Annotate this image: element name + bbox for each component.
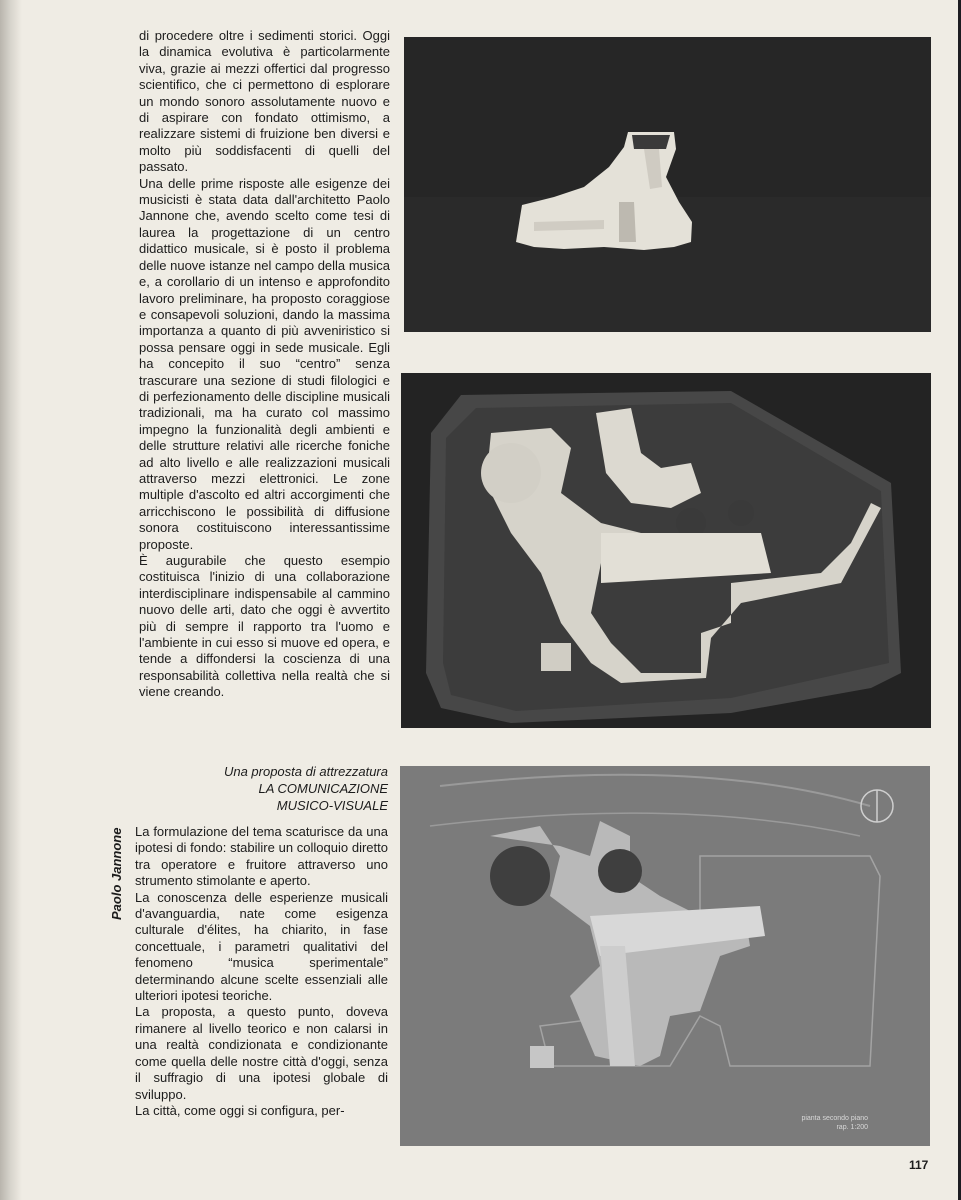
paragraph: La proposta, a questo punto, doveva rimanere al livello teorico e non calarsi in una realtà condizionata e condizionante come quella delle nostre città d'oggi, senza il suffragio di una ipotesi globale di sviluppo. <box>135 1004 388 1102</box>
page-number: 117 <box>909 1158 929 1172</box>
heading-title-line1: LA COMUNICAZIONE <box>258 781 388 796</box>
article-heading <box>88 763 388 814</box>
floor-plan-caption-scale: rap. 1:200 <box>836 1124 868 1131</box>
paragraph: di procedere oltre i sedimenti storici. Oggi la dinamica evolutiva è particolarmente viva, grazie ai mezzi offertici dal progresso scientifico, che ci permettono di esplorare un mondo sonoro assolutamente nuovo e di aspirare con fondato ottimismo, a realizzare sistemi di fruizione ben diversi e molto più soddisfacenti di quelli del passato. <box>139 28 390 175</box>
heading-kicker: Una proposta di attrezzatura <box>223 764 388 779</box>
article-column-top <box>139 28 390 701</box>
model-top-view-photo <box>401 373 931 728</box>
paragraph: La conoscenza delle esperienze musicali d'avanguardia, nate come esigenza culturale d'élites, ha chiarito, in fase concettuale, i parametri qualitativi del fenomeno “musica sperimentale” determinando alcune scelte essenziali alle ulteriori ipotesi teoriche. <box>135 889 388 1004</box>
model-side-view-photo <box>404 37 931 332</box>
floor-plan-caption-title: pianta secondo piano <box>801 1115 868 1122</box>
author-name: Paolo Jannone <box>109 827 124 920</box>
article-column-bottom <box>135 824 388 1119</box>
paragraph: È augurabile che questo esempio costituisca l'inizio di una collaborazione interdisciplinare indispensabile al cammino nuovo delle arti, dato che oggi è avvertito più di sempre il rapporto tra l'uomo e l'ambiente in cui esso si muove ed opera, e tende a diffondersi la coscienza di una responsabilità collettiva nella realtà che si viene creando. <box>139 553 390 700</box>
paragraph: Una delle prime risposte alle esigenze dei musicisti è stata data dall'architetto Paolo Jannone che, avendo scelto come tesi di laurea la progettazione di un centro didattico musicale, si è posto il problema delle nuove istanze nel campo della musica e, a corollario di un intenso e approfondito lavoro preliminare, ha proposto coraggiose e consapevoli soluzioni, dando la massima importanza a quanto di più avveniristico si possa pensare oggi in sede musicale. Egli ha concepito il suo “centro” senza trascurare una sezione di studi filologici e di perfezionamento delle discipline musicali tradizionali, ma ha curato col massimo impegno la funzionalità degli ambienti e delle strutture relativi alle ricerche foniche ad alto livello e alle realizzazioni musicali attraverso mezzi elettronici. Le zone multiple d'ascolto ed altri accorgimenti che arricchiscono le possibilità di diffusione sonora costituiscono interessantissime proposte. <box>139 175 390 552</box>
paragraph: La formulazione del tema scaturisce da una ipotesi di fondo: stabilire un colloquio diretto tra operatore e fruitore attraverso uno strumento stimolante e aperto. <box>135 824 388 889</box>
heading-title-line2: MUSICO-VISUALE <box>276 798 388 813</box>
paragraph: La città, come oggi si configura, per- <box>135 1102 345 1118</box>
floor-plan-caption <box>801 1114 868 1132</box>
page-spine-shadow <box>0 0 22 1200</box>
floor-plan-drawing <box>400 766 930 1146</box>
